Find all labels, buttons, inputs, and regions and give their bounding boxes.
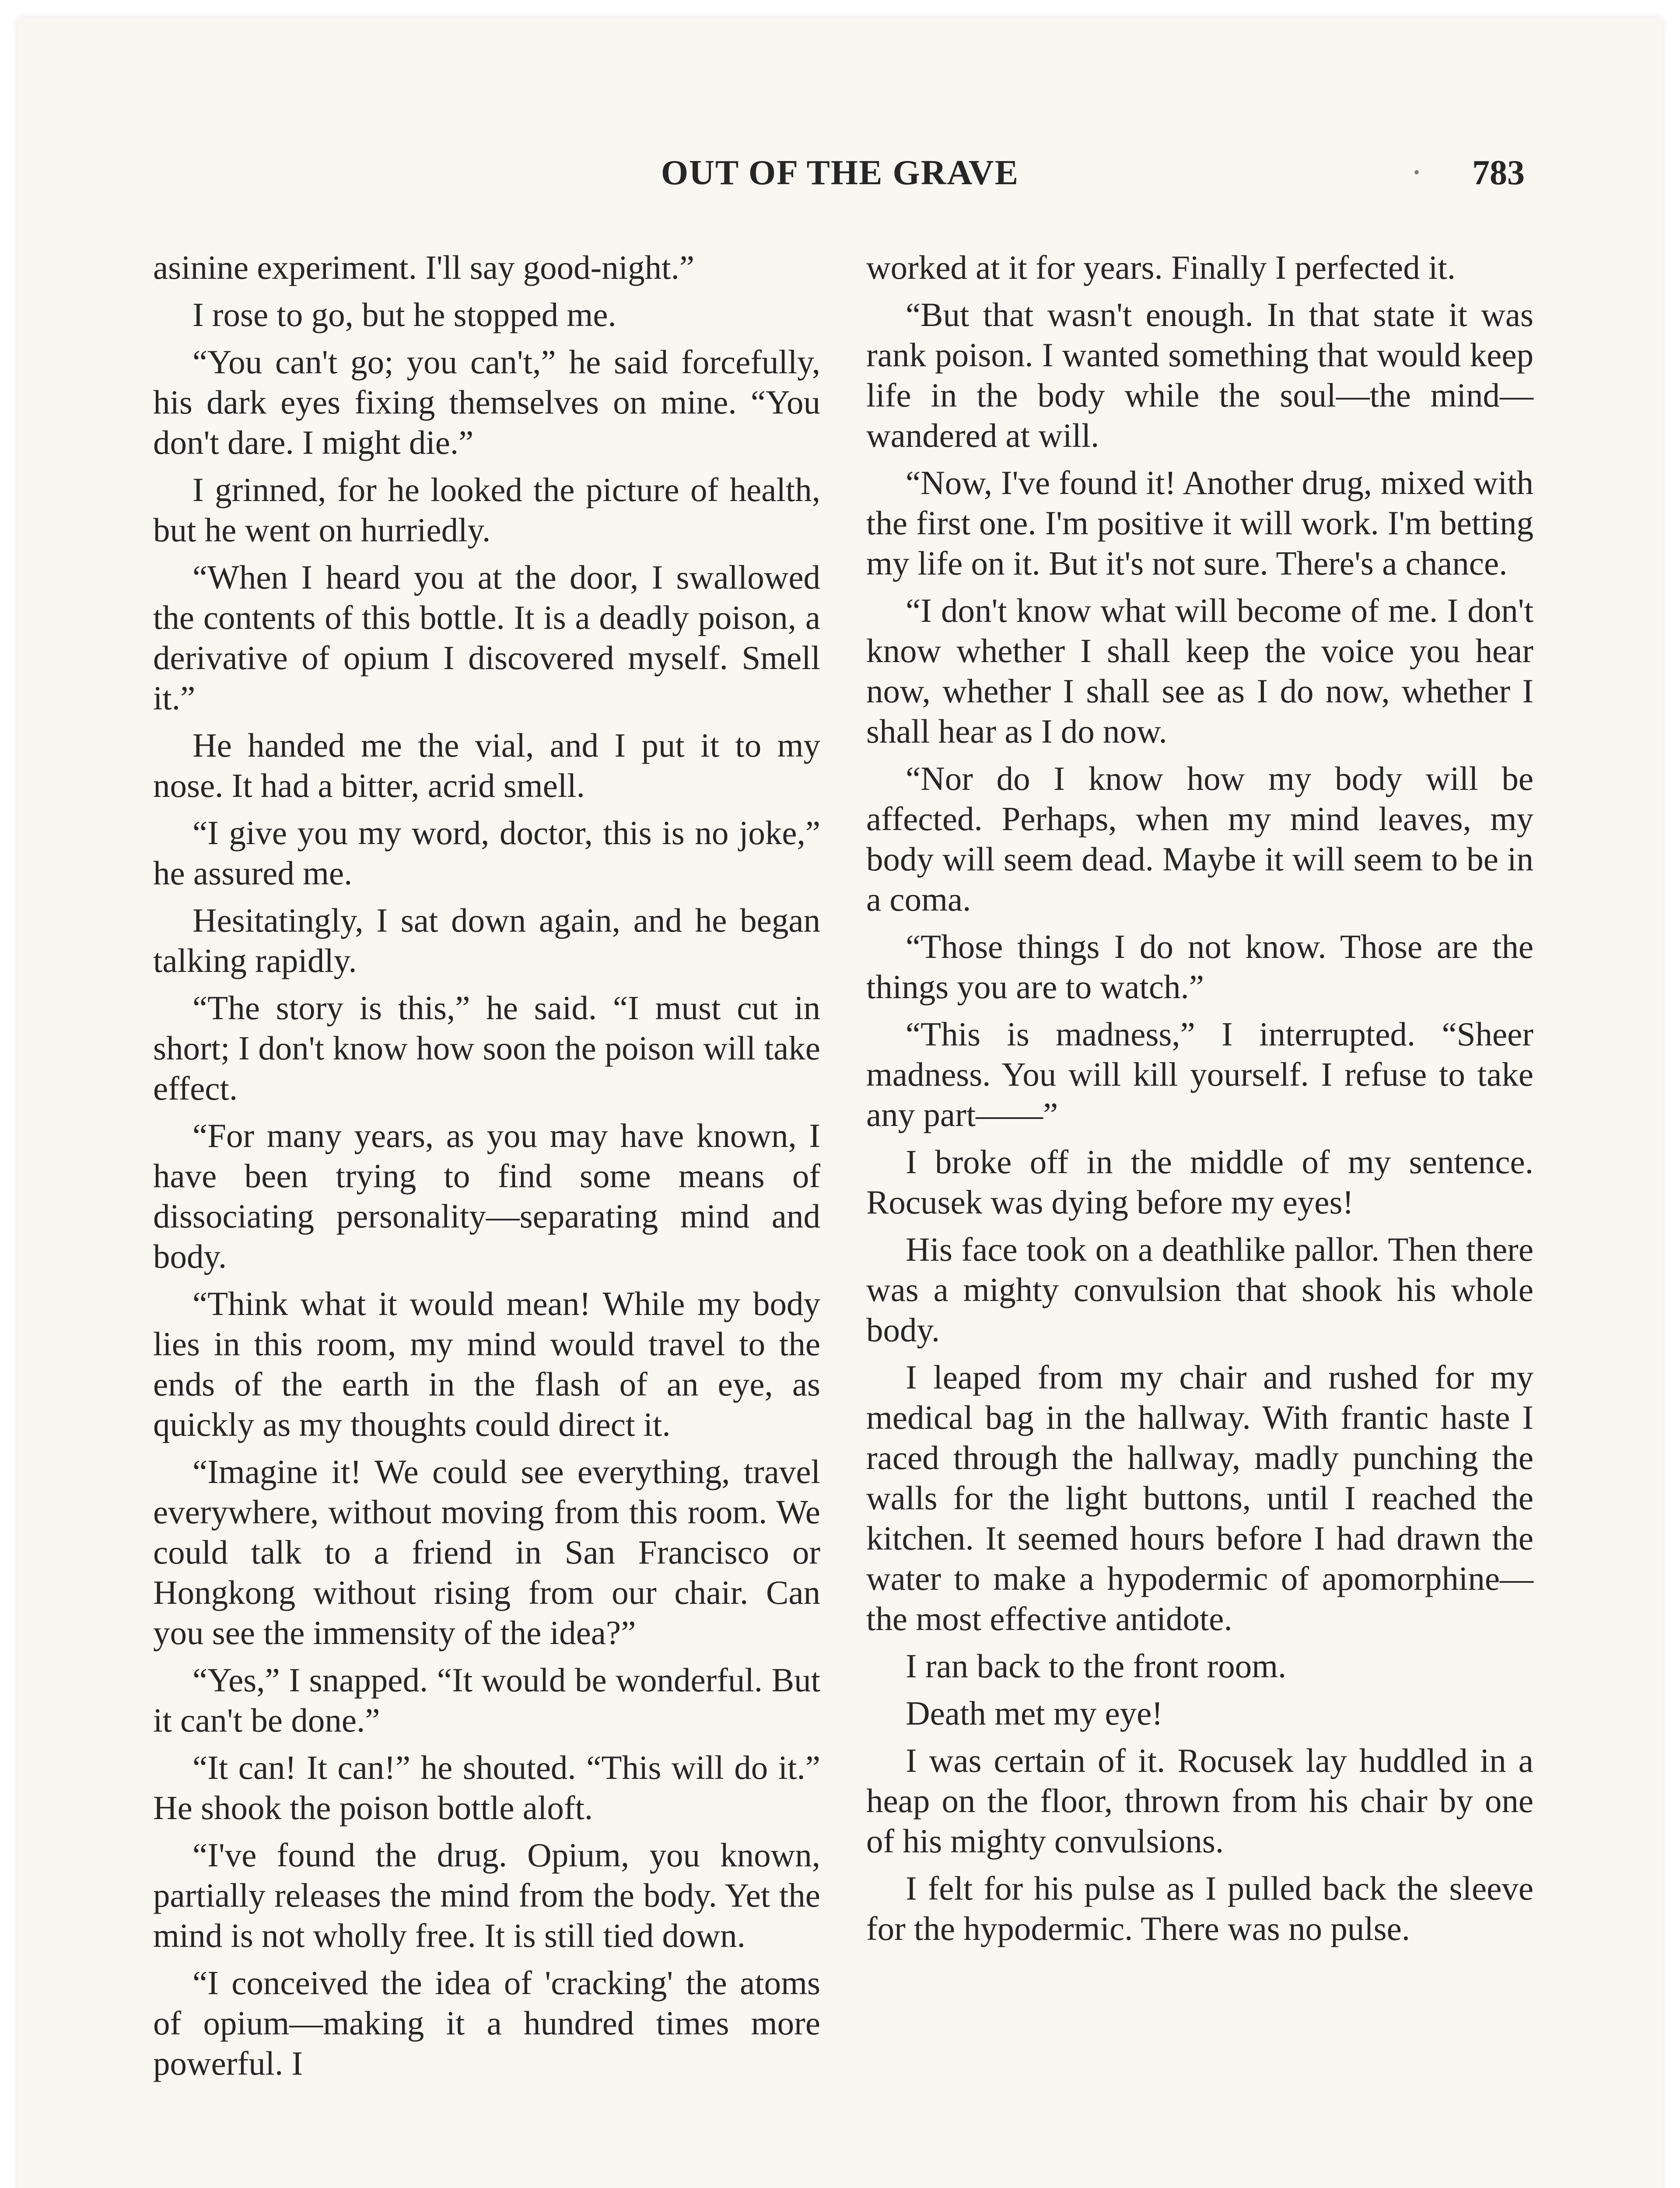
left-column — [153, 247, 820, 2090]
right-column — [866, 247, 1533, 1956]
paragraph: “Nor do I know how my body will be affected. Perhaps, when my mind leaves, my body will seem dead. Maybe it will seem to be in a coma. — [866, 760, 1533, 918]
paragraph: “Now, I've found it! Another drug, mixed with the first one. I'm positive it will work. I'm betting my life on it. But it's not sure. There's a chance. — [866, 464, 1533, 582]
paragraph: I was certain of it. Rocusek lay huddled in a heap on the floor, thrown from his chair by one of his mighty convulsions. — [866, 1742, 1533, 1860]
paragraph: His face took on a deathlike pallor. Then there was a mighty convulsion that shook his whole body. — [866, 1231, 1533, 1349]
paragraph: “This is madness,” I interrupted. “Sheer madness. You will kill yourself. I refuse to take any part——” — [866, 1015, 1533, 1133]
paragraph: asinine experiment. I'll say good-night.” — [153, 249, 695, 286]
paragraph: I grinned, for he looked the picture of health, but he went on hurriedly. — [153, 471, 820, 549]
paragraph: worked at it for years. Finally I perfected it. — [866, 249, 1456, 286]
paragraph: “It can! It can!” he shouted. “This will do it.” He shook the poison bottle aloft. — [153, 1749, 820, 1827]
running-title: OUT OF THE GRAVE — [661, 154, 1019, 192]
paragraph: I felt for his pulse as I pulled back the sleeve for the hypodermic. There was no pulse. — [866, 1869, 1533, 1947]
ink-speck: • — [1413, 162, 1420, 182]
book-page — [18, 18, 1662, 2188]
paragraph: “I don't know what will become of me. I don't know whether I shall keep the voice you hear now, whether I shall see as I do now, whether I shall hear as I do now. — [866, 592, 1533, 750]
page-header — [18, 153, 1662, 201]
paragraph: I rose to go, but he stopped me. — [192, 296, 616, 333]
paragraph: He handed me the vial, and I put it to my nose. It had a bitter, acrid smell. — [153, 726, 820, 804]
paragraph: “But that wasn't enough. In that state it was rank poison. I wanted something that would keep life in the body while the soul—the mind—wandered at will. — [866, 296, 1533, 454]
paragraph: I broke off in the middle of my sentence. Rocusek was dying before my eyes! — [866, 1143, 1533, 1221]
paragraph: “Think what it would mean! While my body lies in this room, my mind would travel to the ends of the earth in the flash of an eye, as quickly as my thoughts could direct it. — [153, 1285, 820, 1443]
paragraph: “I've found the drug. Opium, you known, partially releases the mind from the body. Yet the mind is not wholly free. It is still tied down. — [153, 1836, 820, 1954]
paragraph: “Those things I do not know. Those are the things you are to watch.” — [866, 928, 1533, 1006]
paragraph: Hesitatingly, I sat down again, and he began talking rapidly. — [153, 901, 820, 979]
paragraph: I ran back to the front room. — [906, 1647, 1287, 1685]
paragraph: “You can't go; you can't,” he said forcefully, his dark eyes fixing themselves on mine. “You don't dare. I might die.” — [153, 343, 820, 461]
paragraph: Death met my eye! — [906, 1694, 1163, 1732]
paragraph: “Yes,” I snapped. “It would be wonderful. But it can't be done.” — [153, 1661, 820, 1739]
paragraph: “For many years, as you may have known, I have been trying to find some means of dissociating personality—separating mind and body. — [153, 1117, 820, 1275]
page-number: 783 — [1472, 154, 1525, 192]
paragraph: “When I heard you at the door, I swallowed the contents of this bottle. It is a deadly poison, a derivative of opium I discovered myself. Smell it.” — [153, 558, 820, 717]
paragraph: “Imagine it! We could see everything, travel everywhere, without moving from this room. We could talk to a friend in San Francisco or Hongkong without rising from our chair. Can you see the immensity of the idea?” — [153, 1453, 820, 1652]
paragraph: “I conceived the idea of 'cracking' the atoms of opium—making it a hundred times more powerful. I — [153, 1964, 820, 2082]
paragraph: “I give you my word, doctor, this is no joke,” he assured me. — [153, 814, 820, 892]
paragraph: “The story is this,” he said. “I must cut in short; I don't know how soon the poison will take effect. — [153, 989, 820, 1107]
paragraph: I leaped from my chair and rushed for my medical bag in the hallway. With frantic haste I raced through the hallway, madly punching the walls for the light buttons, until I reached the kitchen. It seemed hours before I had drawn the water to make a hypodermic of apomorphine—the most effective antidote. — [866, 1358, 1533, 1637]
